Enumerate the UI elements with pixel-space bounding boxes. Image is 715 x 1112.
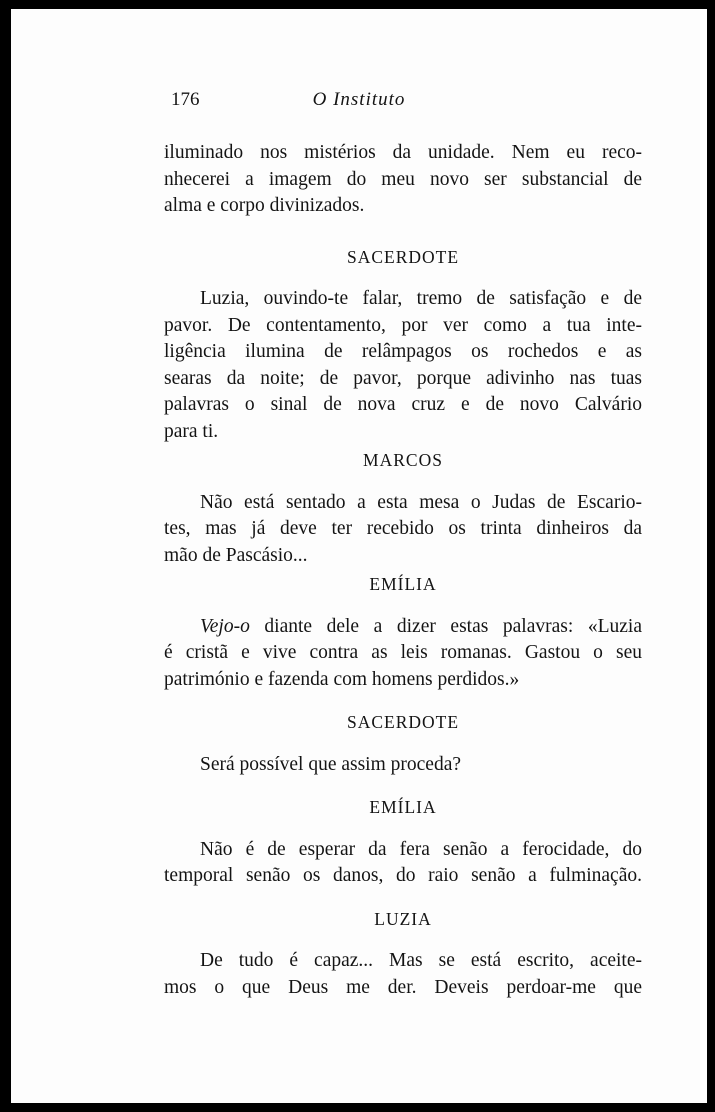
paragraph (164, 286, 642, 445)
text-line (164, 614, 642, 641)
italic-word: Vejo-o (200, 615, 250, 637)
text-line: De tudo é capaz... Mas se está escrito, aceite- (200, 950, 642, 971)
text-line: tes, mas já deve ter recebido os trinta dinheiros da (164, 518, 642, 539)
paragraph (164, 614, 642, 694)
page-body (164, 140, 642, 1001)
page-number: 176 (171, 89, 200, 110)
speaker-name: LUZIA (374, 908, 432, 929)
text-line: para ti. (164, 420, 219, 442)
speaker-name: EMÍLIA (369, 574, 437, 594)
paragraph (164, 752, 642, 779)
speaker-name: MARCOS (363, 450, 443, 470)
text-line: Luzia, ouvindo-te falar, tremo de satisfação e de (200, 288, 642, 309)
text-line: temporal senão os danos, do raio senão a fulminação. (164, 865, 642, 886)
speaker-name: EMÍLIA (369, 797, 437, 817)
text-line: nhecerei a imagem do meu novo ser substancial de (164, 168, 642, 190)
text-line: searas da noite; de pavor, porque adivinho nas tuas (164, 367, 642, 389)
paragraph (164, 490, 642, 570)
book-page (11, 9, 707, 1103)
text-line: património e fazenda com homens perdidos.» (164, 668, 520, 690)
page-header (11, 89, 707, 113)
speaker-name: SACERDOTE (346, 246, 460, 267)
speaker-name: SACERDOTE (346, 712, 460, 732)
paragraph (164, 140, 642, 220)
text-line: Não está sentado a esta mesa o Judas de Escario- (200, 491, 642, 513)
text-line: é cristã e vive contra as leis romanas. Gastou o seu (164, 642, 642, 663)
text-line: Será possível que assim proceda? (200, 753, 462, 775)
text-line: palavras o sinal de nova cruz e de novo Calvário (164, 394, 642, 415)
text-line: ligência ilumina de relâmpagos os rochedos e as (164, 341, 642, 362)
text-line: pavor. De contentamento, por ver como a tua inte- (164, 314, 642, 336)
text-line: mos o que Deus me der. Deveis perdoar-me que (164, 976, 642, 998)
text-line: Não é de esperar da fera senão a ferocidade, do (200, 838, 642, 860)
line-rest: diante dele a dizer estas palavras: «Luzia (249, 615, 642, 637)
paragraph (164, 837, 642, 890)
running-title: O Instituto (312, 89, 406, 110)
paragraph (164, 948, 642, 1001)
text-line: alma e corpo divinizados. (164, 195, 365, 216)
text-line: iluminado nos mistérios da unidade. Nem eu reco- (164, 142, 642, 163)
text-line: mão de Pascásio... (164, 544, 308, 566)
